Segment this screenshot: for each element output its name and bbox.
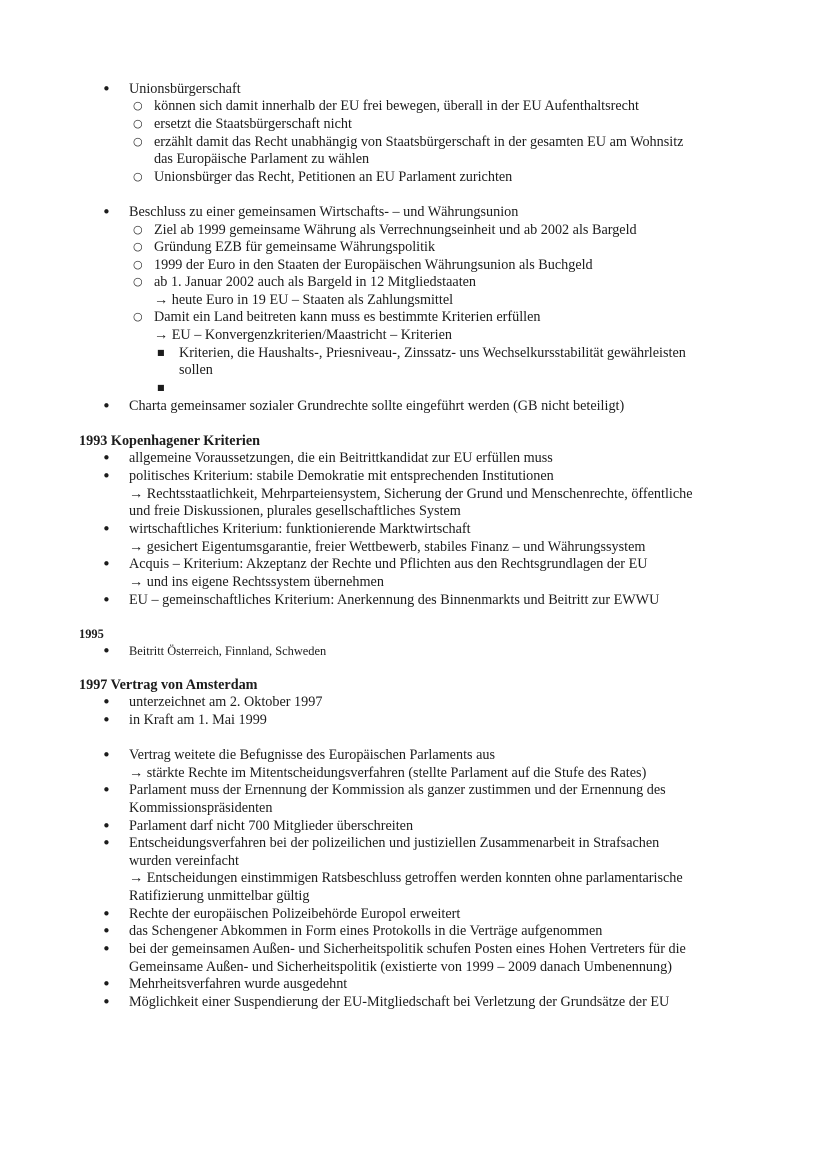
sub-list-item: Gründung EZB für gemeinsame Währungspolitik xyxy=(154,239,436,255)
list-item-continuation: wurden vereinfacht xyxy=(129,853,239,869)
bullet-marker: • xyxy=(102,555,111,573)
list-item: wirtschaftliches Kriterium: funktionierende Marktwirtschaft xyxy=(129,521,471,537)
list-item: Möglichkeit einer Suspendierung der EU-Mitgliedschaft bei Verletzung der Grundsätze der EU xyxy=(129,994,670,1010)
sub-list-item: Ziel ab 1999 gemeinsame Währung als Verrechnungseinheit und ab 2002 als Bargeld xyxy=(154,222,637,238)
sub-sub-list-item: Kriterien, die Haushalts-, Priesniveau-, Zinssatz- uns Wechselkursstabilität gewährleisten xyxy=(179,345,686,361)
sub-list-item: ab 1. Januar 2002 auch als Bargeld in 12 Mitgliedstaaten xyxy=(154,274,477,290)
list-item-charta: Charta gemeinsamer sozialer Grundrechte sollte eingeführt werden (GB nicht beteiligt) xyxy=(129,398,625,414)
list-item-arrow: → und ins eigene Rechtssystem übernehmen xyxy=(129,574,384,590)
circle-bullet-marker: ○ xyxy=(133,310,143,323)
bullet-marker: • xyxy=(102,467,111,485)
bullet-marker: • xyxy=(102,449,111,467)
section-heading-1997: 1997 Vertrag von Amsterdam xyxy=(79,677,258,693)
list-item: politisches Kriterium: stabile Demokratie mit entsprechenden Institutionen xyxy=(129,468,554,484)
list-item: allgemeine Voraussetzungen, die ein Beitrittkandidat zur EU erfüllen muss xyxy=(129,450,553,466)
section-heading-1993: 1993 Kopenhagener Kriterien xyxy=(79,433,261,449)
sub-list-item: erzählt damit das Recht unabhängig von Staatsbürgerschaft in der gesamten EU am Wohnsitz xyxy=(154,134,684,150)
list-item: Rechte der europäischen Polizeibehörde Europol erweitert xyxy=(129,906,461,922)
list-item: Vertrag weitete die Befugnisse des Europäischen Parlaments aus xyxy=(129,747,495,763)
list-item: Parlament muss der Ernennung der Kommission als ganzer zustimmen und der Ernennung des xyxy=(129,782,666,798)
sub-list-item: Damit ein Land beitreten kann muss es bestimmte Kriterien erfüllen xyxy=(154,309,541,325)
bullet-marker: • xyxy=(102,746,111,764)
sub-list-item-arrow: → EU – Konvergenzkriterien/Maastricht – Kriterien xyxy=(154,327,452,343)
sub-list-item-continuation: das Europäische Parlament zu wählen xyxy=(154,151,370,167)
circle-bullet-marker: ○ xyxy=(133,240,143,253)
bullet-marker: • xyxy=(102,203,111,221)
circle-bullet-marker: ○ xyxy=(133,223,143,236)
list-item-arrow: → gesichert Eigentumsgarantie, freier Wettbewerb, stabiles Finanz – und Währungssystem xyxy=(129,539,646,555)
bullet-marker: • xyxy=(102,520,111,538)
circle-bullet-marker: ○ xyxy=(133,99,143,112)
bullet-marker: • xyxy=(102,591,111,609)
bullet-marker: • xyxy=(102,905,111,923)
section-heading-1995: 1995 xyxy=(79,627,104,641)
bullet-marker: • xyxy=(102,397,111,415)
bullet-marker: • xyxy=(102,642,111,660)
list-item-continuation: Gemeinsame Außen- und Sicherheitspolitik (existierte von 1999 – 2009 danach Umbenennung) xyxy=(129,959,672,975)
sub-list-item: können sich damit innerhalb der EU frei bewegen, überall in der EU Aufenthaltsrecht xyxy=(154,98,639,114)
bullet-marker: • xyxy=(102,693,111,711)
bullet-marker: • xyxy=(102,80,111,98)
bullet-marker: • xyxy=(102,940,111,958)
list-item-continuation: Kommissionspräsidenten xyxy=(129,800,273,816)
square-bullet-marker: ■ xyxy=(157,383,165,392)
list-item: Beitritt Österreich, Finnland, Schweden xyxy=(129,644,327,658)
list-item: EU – gemeinschaftliches Kriterium: Anerkennung des Binnenmarkts und Beitritt zur EWWU xyxy=(129,592,660,608)
list-item-continuation: und freie Diskussionen, plurales gesellschaftliches System xyxy=(129,503,461,519)
bullet-marker: • xyxy=(102,834,111,852)
list-item: Mehrheitsverfahren wurde ausgedehnt xyxy=(129,976,348,992)
list-item-wwu: Beschluss zu einer gemeinsamen Wirtschafts- – und Währungsunion xyxy=(129,204,519,220)
list-item-arrow: → Entscheidungen einstimmigen Ratsbeschluss getroffen werden konnten ohne parlamentarische xyxy=(129,870,683,886)
list-item: Acquis – Kriterium: Akzeptanz der Rechte und Pflichten aus den Rechtsgrundlagen der EU xyxy=(129,556,648,572)
list-item: das Schengener Abkommen in Form eines Protokolls in die Verträge aufgenommen xyxy=(129,923,603,939)
bullet-marker: • xyxy=(102,975,111,993)
bullet-marker: • xyxy=(102,922,111,940)
bullet-marker: • xyxy=(102,711,111,729)
circle-bullet-marker: ○ xyxy=(133,135,143,148)
list-item: in Kraft am 1. Mai 1999 xyxy=(129,712,267,728)
list-item: Entscheidungsverfahren bei der polizeilichen und justiziellen Zusammenarbeit in Strafsachen xyxy=(129,835,660,851)
circle-bullet-marker: ○ xyxy=(133,117,143,130)
list-item: Parlament darf nicht 700 Mitglieder überschreiten xyxy=(129,818,414,834)
sub-list-item: ersetzt die Staatsbürgerschaft nicht xyxy=(154,116,352,132)
sub-list-item: Unionsbürger das Recht, Petitionen an EU Parlament zurichten xyxy=(154,169,513,185)
list-item: unterzeichnet am 2. Oktober 1997 xyxy=(129,694,323,710)
sub-sub-list-item-continuation: sollen xyxy=(179,362,213,378)
circle-bullet-marker: ○ xyxy=(133,275,143,288)
sub-list-item-arrow: → heute Euro in 19 EU – Staaten als Zahlungsmittel xyxy=(154,292,454,308)
list-item-unionsbuergerschaft: Unionsbürgerschaft xyxy=(129,81,241,97)
bullet-marker: • xyxy=(102,817,111,835)
list-item-arrow: → stärkte Rechte im Mitentscheidungsverfahren (stellte Parlament auf die Stufe des Rates) xyxy=(129,765,647,781)
list-item: bei der gemeinsamen Außen- und Sicherheitspolitik schufen Posten eines Hohen Vertreters für die xyxy=(129,941,686,957)
circle-bullet-marker: ○ xyxy=(133,170,143,183)
circle-bullet-marker: ○ xyxy=(133,258,143,271)
square-bullet-marker: ■ xyxy=(157,348,165,357)
list-item-arrow: → Rechtsstaatlichkeit, Mehrparteiensystem, Sicherung der Grund und Menschenrechte, öffentliche xyxy=(129,486,693,502)
bullet-marker: • xyxy=(102,781,111,799)
bullet-marker: • xyxy=(102,993,111,1011)
list-item-continuation: Ratifizierung unmittelbar gültig xyxy=(129,888,310,904)
sub-list-item: 1999 der Euro in den Staaten der Europäischen Währungsunion als Buchgeld xyxy=(154,257,593,273)
